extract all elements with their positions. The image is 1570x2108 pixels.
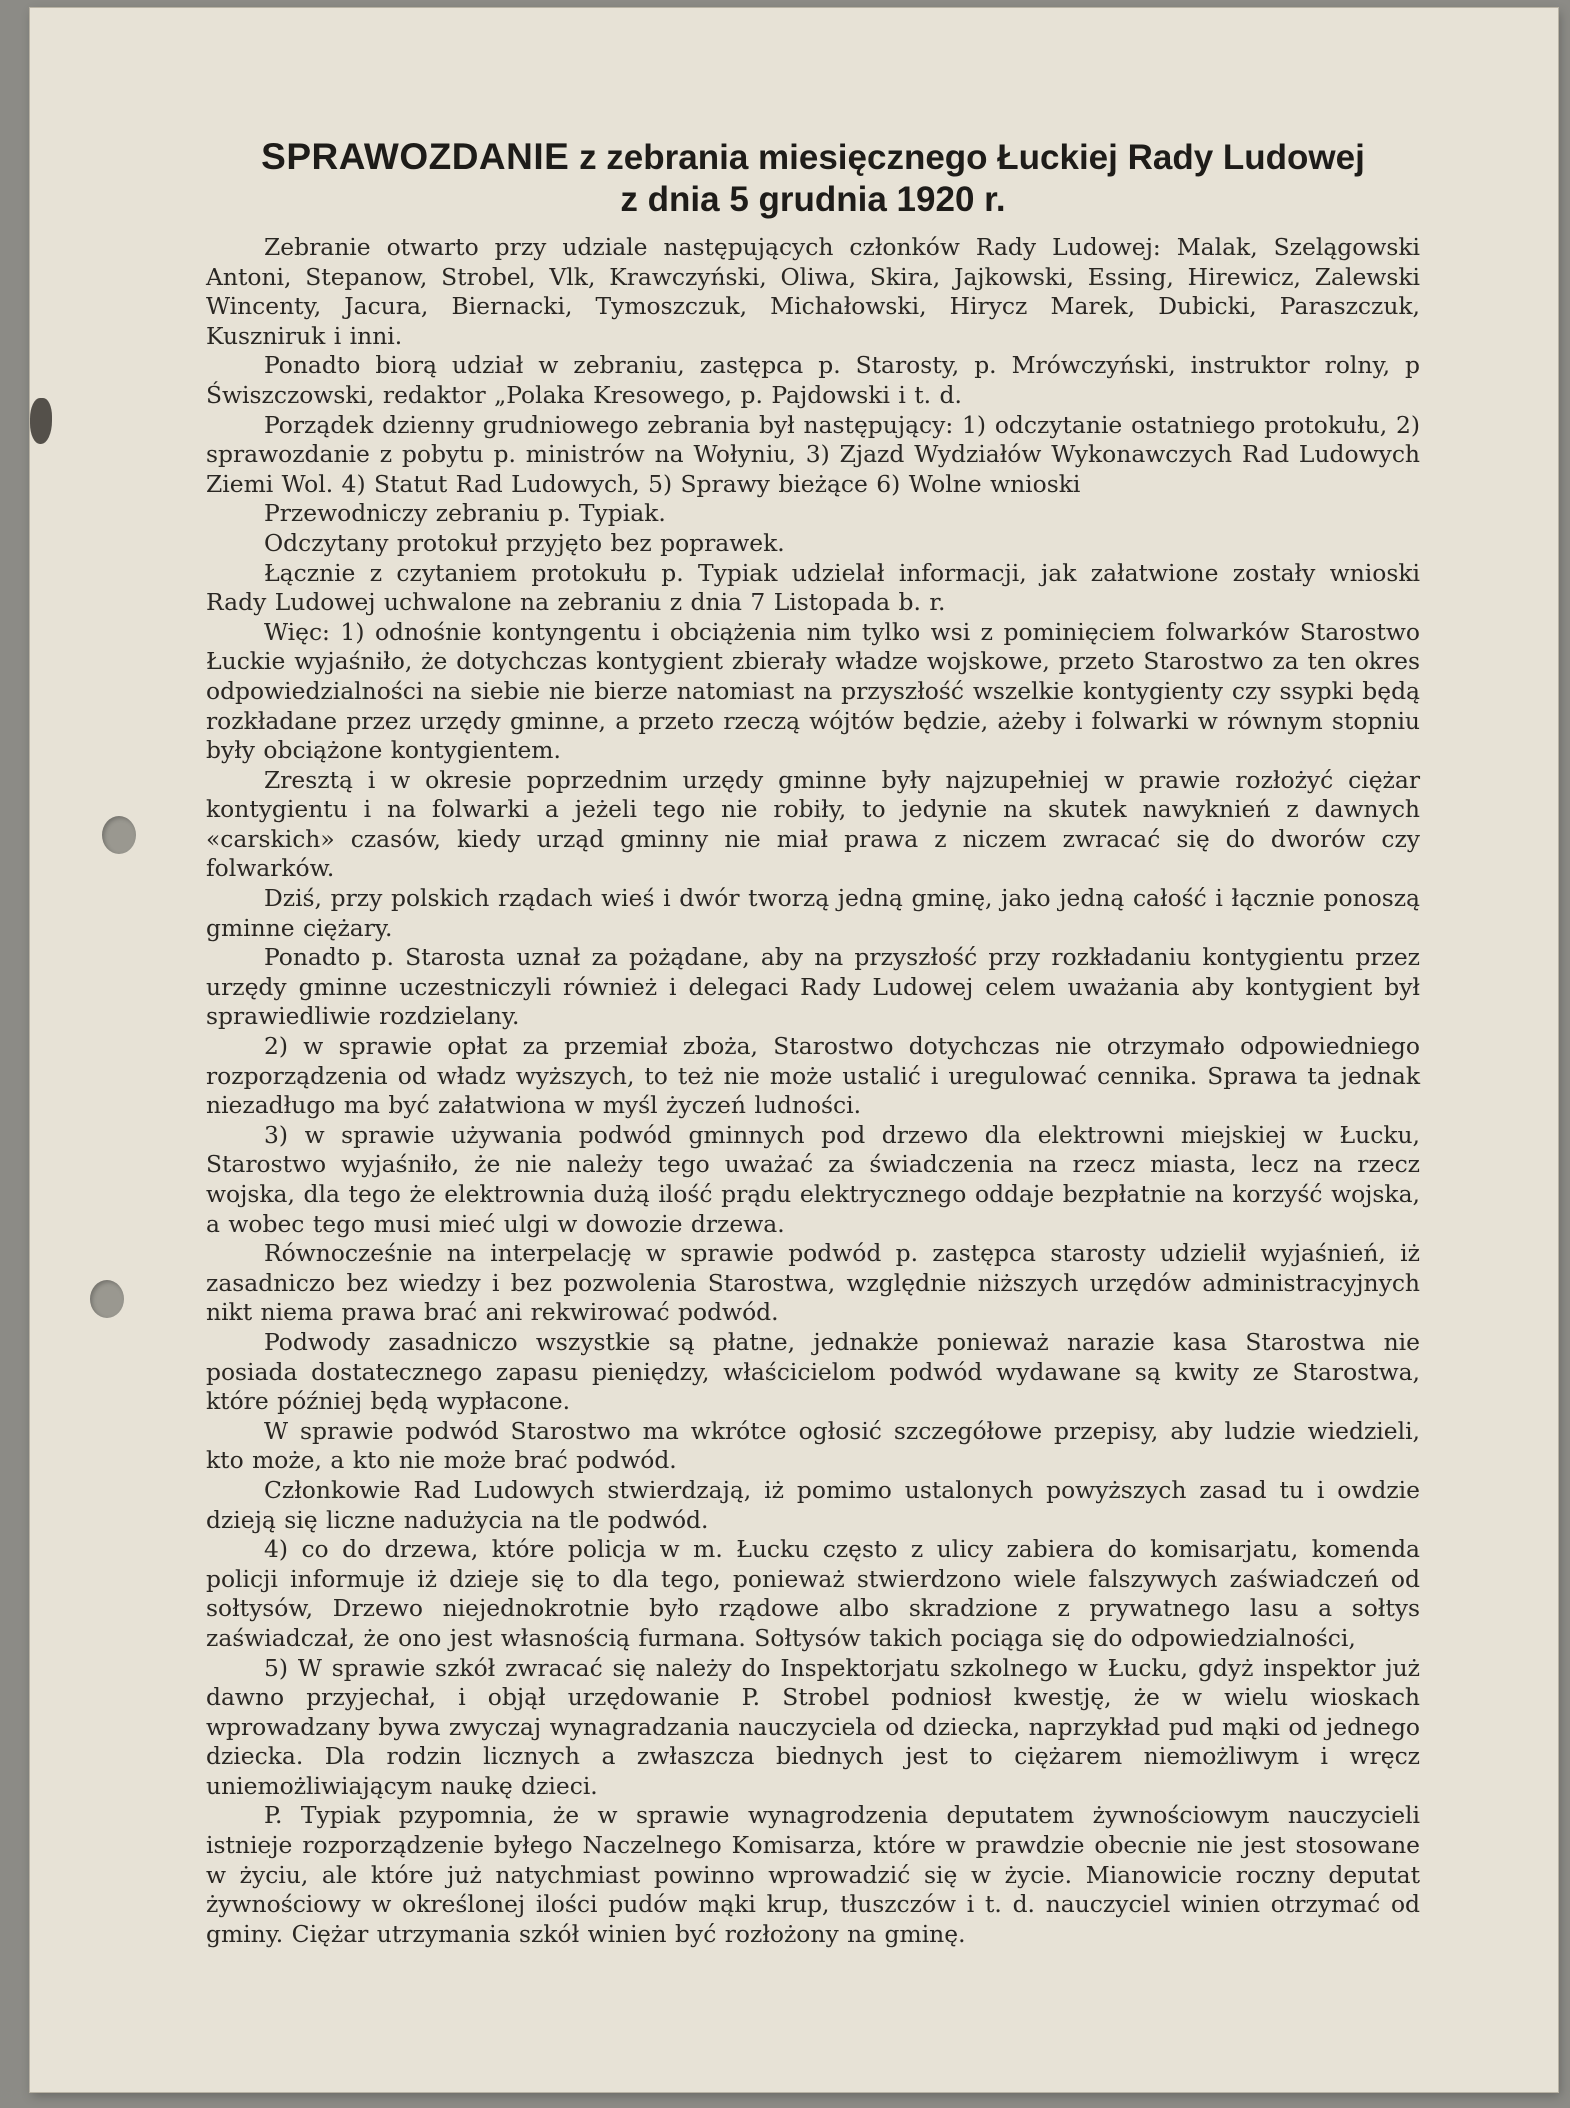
document-body (206, 136, 1420, 1949)
paragraph: 2) w sprawie opłat za przemiał zboża, Starostwo dotychczas nie otrzymało odpowiedniego rozporządzenia od władz wyższych, to też nie może ustalić i uregulować cennika. Sprawa ta jednak niezadługo ma być załatwiona w myśl życzeń ludności. (206, 1032, 1420, 1120)
paragraph: Członkowie Rad Ludowych stwierdzają, iż pomimo ustalonych powyższych zasad tu i owdzie dzieją się liczne nadużycia na tle podwód. (206, 1475, 1420, 1534)
document-title (206, 136, 1420, 221)
punch-hole (102, 816, 136, 854)
paragraph: Podwody zasadniczo wszystkie są płatne, jednakże ponieważ narazie kasa Starostwa nie posiada dostatecznego zapasu pieniędzy, właścicielom podwód wydawane są kwity ze Starostwa, które później będą wypłacone. (206, 1327, 1420, 1416)
paragraph: Więc: 1) odnośnie kontyngentu i obciążenia nim tylko wsi z pominięciem folwarków Starostwo Łuckie wyjaśniło, że dotychczas kontygient zbierały władze wojskowe, przeto Starostwo za ten okres odpowiedzialności na siebie nie bierze natomiast na przyszłość wszelkie kontygienty czy ssypki będą rozkładane przez urzędy gminne, a przeto rzeczą wójtów będzie, ażeby i folwarki w równym stopniu były obciążone kontygientem. (206, 617, 1420, 765)
paragraph: Dziś, przy polskich rządach wieś i dwór tworzą jedną gminę, jako jedną całość i łącznie ponoszą gminne ciężary. (206, 884, 1420, 942)
paragraph: Równocześnie na interpelację w sprawie podwód p. zastępca starosty udzielił wyjaśnień, iż zasadniczo bez wiedzy i bez pozwolenia Starostwa, względnie niższych urzędów administracyjnych nikt niema prawa brać ani rekwirować podwód. (206, 1239, 1420, 1327)
paragraph: W sprawie podwód Starostwo ma wkrótce ogłosić szczegółowe przepisy, aby ludzie wiedzieli, kto może, a kto nie może brać podwód. (206, 1416, 1420, 1475)
paragraph: Łącznie z czytaniem protokułu p. Typiak udzielał informacji, jak załatwione zostały wnioski Rady Ludowej uchwalone na zebraniu z dnia 7 Listopada b. r. (206, 558, 1420, 617)
paragraph: Zebranie otwarto przy udziale następujących członków Rady Ludowej: Malak, Szelągowski Antoni, Stepanow, Strobel, Vlk, Krawczyński, Oliwa, Skira, Jajkowski, Essing, Hirewicz, Zalewski Wincenty, Jacura, Biernacki, Tymoszczuk, Michałowski, Hirycz Marek, Dubicki, Paraszczuk, Kuszniruk i inni. (206, 233, 1420, 350)
paragraph: 3) w sprawie używania podwód gminnych pod drzewo dla elektrowni miejskiej w Łucku, Starostwo wyjaśniło, że nie należy tego uważać za świadczenia na rzecz miasta, lecz na rzecz wojska, dla tego że elektrownia dużą ilość prądu elektrycznego oddaje bezpłatnie na korzyść wojska, a wobec tego musi mieć ulgi w dowozie drzewa. (206, 1120, 1420, 1238)
paragraph: Ponadto p. Starosta uznał za pożądane, aby na przyszłość przy rozkładaniu kontygientu przez urzędy gminne uczestniczyli również i delegaci Rady Ludowej celem uważania aby kontygient był sprawiedliwie rozdzielany. (206, 943, 1420, 1031)
paragraph: Przewodniczy zebraniu p. Typiak. (264, 499, 666, 528)
title-line-2: z dnia 5 grudnia 1920 r. (620, 180, 1006, 219)
paragraph: 4) co do drzewa, które policja w m. Łucku często z ulicy zabiera do komisarjatu, komenda policji informuje iż dzieje się to dla tego, ponieważ stwierdzono wiele falszywych zaświadczeń od sołtysów, Drzewo niejednokrotnie było rządowe albo skradzione z prywatnego lasu a sołtys zaświadczał, że ono jest własnością furmana. Sołtysów takich pociąga się do odpowiedzialności, (206, 1535, 1420, 1652)
paragraph: P. Typiak pzypomnia, że w sprawie wynagrodzenia deputatem żywnościowym nauczycieli istnieje rozporządzenie byłego Naczelnego Komisarza, które w prawdzie obecnie nie jest stosowane w życiu, ale które już natychmiast powinno wprowadzić się w życie. Mianowicie roczny deputat żywnościowy w określonej ilości pudów mąki krup, tłuszczów i t. d. nauczyciel winien otrzymać od gminy. Ciężar utrzymania szkół winien być rozłożony na gminę. (206, 1801, 1420, 1948)
paragraph: 5) W sprawie szkół zwracać się należy do Inspektorjatu szkolnego w Łucku, gdyż inspektor już dawno przyjechał, i objął urzędowanie P. Strobel podniosł kwestję, że w wielu wioskach wprowadzany bywa zwyczaj wynagradzania nauczyciela od dziecka, naprzykład pud mąki od jednego dziecka. Dla rodzin licznych a zwłaszcza biednych jest to ciężarem niemożliwym i wręcz uniemożliwiającym naukę dzieci. (206, 1653, 1420, 1800)
title-lead: SPRAWOZDANIE (261, 136, 570, 177)
paragraph: Porządek dzienny grudniowego zebrania był następujący: 1) odczytanie ostatniego protokułu, 2) sprawozdanie z pobytu p. ministrów na Wołyniu, 3) Zjazd Wydziałów Wykonawczych Rad Ludowych Ziemi Wol. 4) Statut Rad Ludowych, 5) Sprawy bieżące 6) Wolne wnioski (206, 410, 1420, 498)
ink-stain (30, 398, 52, 444)
paragraph: Zresztą i w okresie poprzednim urzędy gminne były najzupełniej w prawie rozłożyć ciężar kontygientu i na folwarki a jeżeli tego nie robiły, to jedynie na skutek nawyknień z dawnych «carskich» czasów, kiedy urząd gminny nie miał prawa z niczem zwracać się do dworów czy folwarków. (206, 765, 1420, 883)
title-rest: z zebrania miesięcznego Łuckiej Rady Ludowej (579, 138, 1365, 177)
paragraph: Odczytany protokuł przyjęto bez poprawek. (264, 528, 785, 557)
title-line-1 (206, 136, 1420, 179)
paragraph: Ponadto biorą udział w zebraniu, zastępca p. Starosty, p. Mrówczyński, instruktor rolny, p Świszczowski, redaktor „Polaka Kresowego, p. Pajdowski i t. d. (206, 351, 1420, 409)
punch-hole (90, 1280, 124, 1318)
